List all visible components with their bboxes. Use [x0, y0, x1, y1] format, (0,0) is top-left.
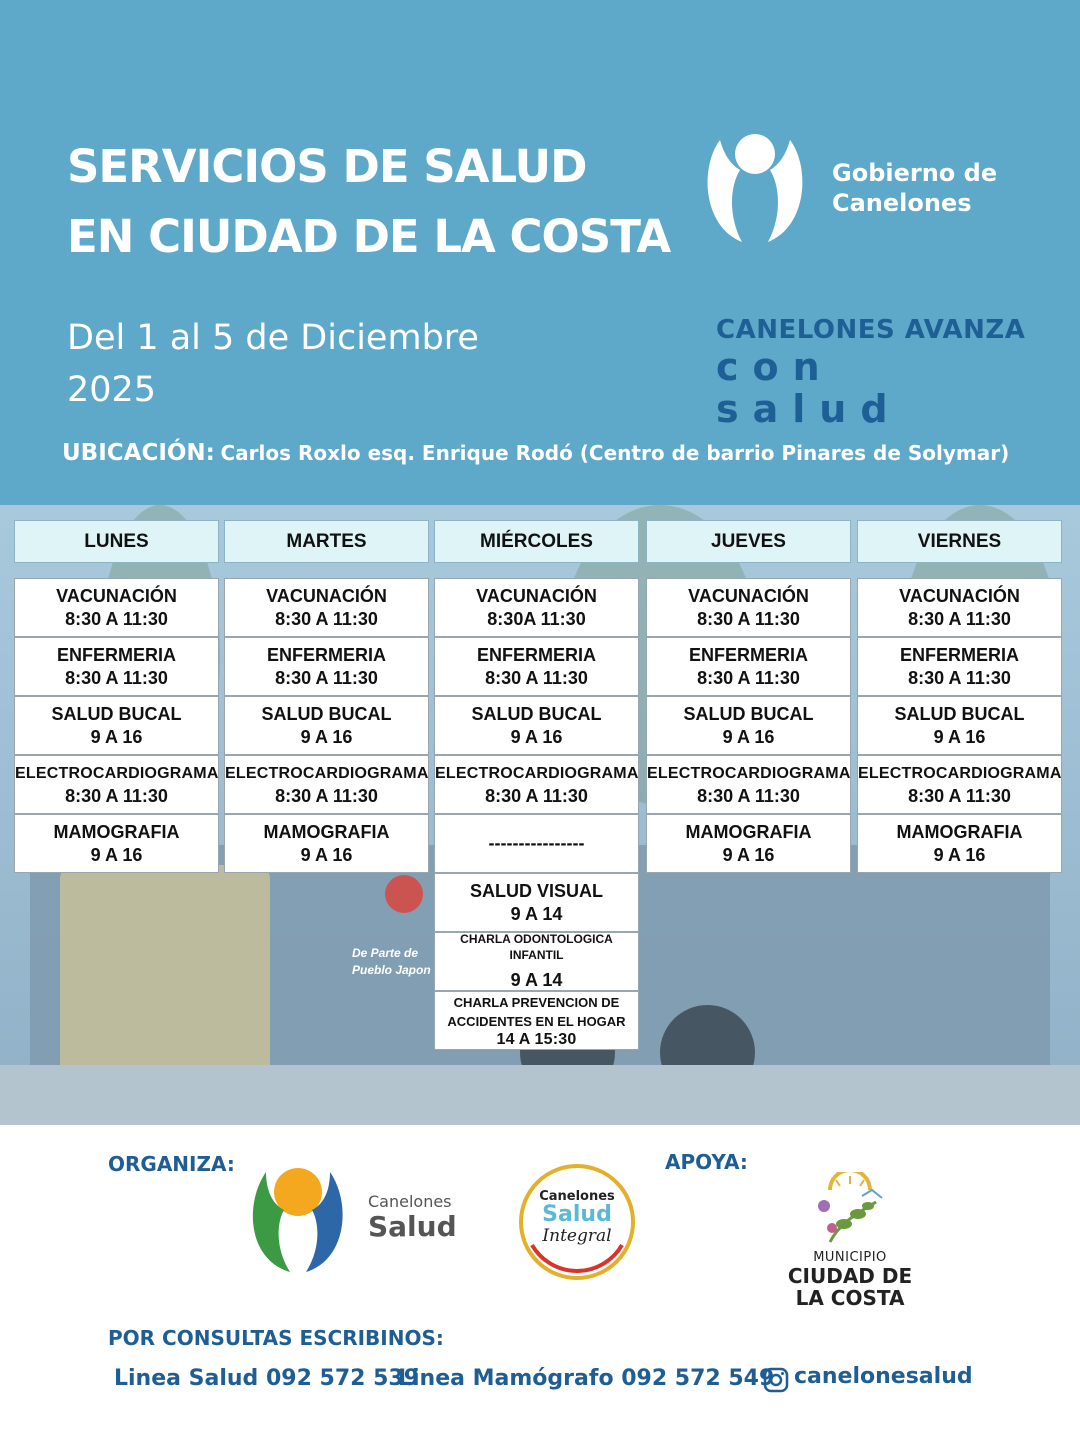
canelones-salud-integral-logo	[518, 1163, 636, 1281]
service-cell: VACUNACIÓN 8:30 A 11:30	[646, 578, 851, 637]
linea-mamografo: Linea Mamógrafo 092 572 549	[398, 1366, 775, 1391]
day-header: JUEVES	[646, 520, 851, 563]
csi-line-2: Salud	[542, 1202, 612, 1227]
municipio-sun-plant-icon	[810, 1172, 890, 1250]
csi-line-1: Canelones	[539, 1189, 615, 1204]
bus-sign-text: De Parte de Pueblo Japon	[352, 946, 431, 977]
canelones-salud-logo-icon	[246, 1164, 348, 1274]
service-cell: ELECTROCARDIOGRAMA 8:30 A 11:30	[434, 755, 639, 814]
instagram-handle[interactable]: canelonesalud	[794, 1364, 973, 1389]
instagram-icon[interactable]	[763, 1367, 789, 1393]
canelones-salud-line-1: Canelones	[368, 1192, 452, 1211]
service-cell: ENFERMERIA 8:30 A 11:30	[857, 637, 1062, 696]
page-title	[67, 132, 670, 272]
day-column-jueves	[646, 520, 851, 873]
day-header: LUNES	[14, 520, 219, 563]
location-value: Carlos Roxlo esq. Enrique Rodó (Centro de barrio Pinares de Solymar)	[220, 441, 1010, 465]
day-header: MARTES	[224, 520, 429, 563]
japan-flag-dot	[385, 875, 423, 913]
slogan-line-2: con salud	[716, 345, 902, 431]
service-cell: ENFERMERIA 8:30 A 11:30	[646, 637, 851, 696]
municipio-logo	[780, 1172, 920, 1309]
bus-front	[60, 865, 270, 1085]
municipio-line-1: MUNICIPIO	[813, 1250, 887, 1265]
service-cell: CHARLA PREVENCION DE ACCIDENTES EN EL HOGAR 14 A 15:30	[434, 991, 639, 1050]
service-cell: MAMOGRAFIA 9 A 16	[14, 814, 219, 873]
service-cell: ENFERMERIA 8:30 A 11:30	[224, 637, 429, 696]
csi-line-3: Integral	[542, 1226, 612, 1246]
service-cell: SALUD BUCAL 9 A 16	[646, 696, 851, 755]
service-cell: ENFERMERIA 8:30 A 11:30	[434, 637, 639, 696]
empty-cell: ----------------	[434, 814, 639, 873]
day-column-miercoles	[434, 520, 639, 1050]
consultas-label: POR CONSULTAS ESCRIBINOS:	[108, 1326, 444, 1350]
service-cell: MAMOGRAFIA 9 A 16	[646, 814, 851, 873]
day-column-lunes	[14, 520, 219, 873]
location	[62, 440, 1009, 466]
slogan	[716, 314, 1026, 430]
service-cell: MAMOGRAFIA 9 A 16	[224, 814, 429, 873]
canelones-salud-line-2: Salud	[368, 1210, 457, 1243]
service-cell: ELECTROCARDIOGRAMA 8:30 A 11:30	[646, 755, 851, 814]
service-cell: SALUD BUCAL 9 A 16	[224, 696, 429, 755]
service-cell: VACUNACIÓN 8:30 A 11:30	[14, 578, 219, 637]
municipio-line-2: CIUDAD DE LA COSTA	[787, 1264, 913, 1310]
service-cell: MAMOGRAFIA 9 A 16	[857, 814, 1062, 873]
day-header: VIERNES	[857, 520, 1062, 563]
day-column-viernes	[857, 520, 1062, 873]
gobierno-canelones-text: Gobierno de Canelones	[832, 159, 998, 217]
apoya-label: APOYA:	[665, 1150, 748, 1174]
service-cell: ELECTROCARDIOGRAMA 8:30 A 11:30	[857, 755, 1062, 814]
linea-salud: Linea Salud 092 572 539	[114, 1366, 420, 1391]
canelones-salud-text	[368, 1192, 457, 1243]
title-line-1: SERVICIOS DE SALUD	[67, 140, 587, 193]
service-cell: SALUD BUCAL 9 A 16	[14, 696, 219, 755]
ground	[0, 1065, 1080, 1125]
title-line-2: EN CIUDAD DE LA COSTA	[67, 210, 671, 263]
service-cell: ELECTROCARDIOGRAMA 8:30 A 11:30	[14, 755, 219, 814]
gobierno-canelones-logo-icon	[700, 126, 810, 244]
service-cell: ENFERMERIA 8:30 A 11:30	[14, 637, 219, 696]
organiza-label: ORGANIZA:	[108, 1152, 235, 1176]
location-label: UBICACIÓN:	[62, 440, 215, 466]
day-column-martes	[224, 520, 429, 873]
header-banner	[0, 0, 1080, 505]
service-cell: VACUNACIÓN 8:30 A 11:30	[857, 578, 1062, 637]
service-cell: VACUNACIÓN 8:30A 11:30	[434, 578, 639, 637]
date-range: Del 1 al 5 de Diciembre 2025	[67, 318, 479, 410]
service-cell: ELECTROCARDIOGRAMA 8:30 A 11:30	[224, 755, 429, 814]
slogan-line-1: CANELONES AVANZA	[716, 315, 1026, 345]
service-cell: SALUD BUCAL 9 A 16	[857, 696, 1062, 755]
day-header: MIÉRCOLES	[434, 520, 639, 563]
service-cell: VACUNACIÓN 8:30 A 11:30	[224, 578, 429, 637]
service-cell: SALUD VISUAL 9 A 14	[434, 873, 639, 932]
service-cell: CHARLA ODONTOLOGICA INFANTIL 9 A 14	[434, 932, 639, 991]
service-cell: SALUD BUCAL 9 A 16	[434, 696, 639, 755]
